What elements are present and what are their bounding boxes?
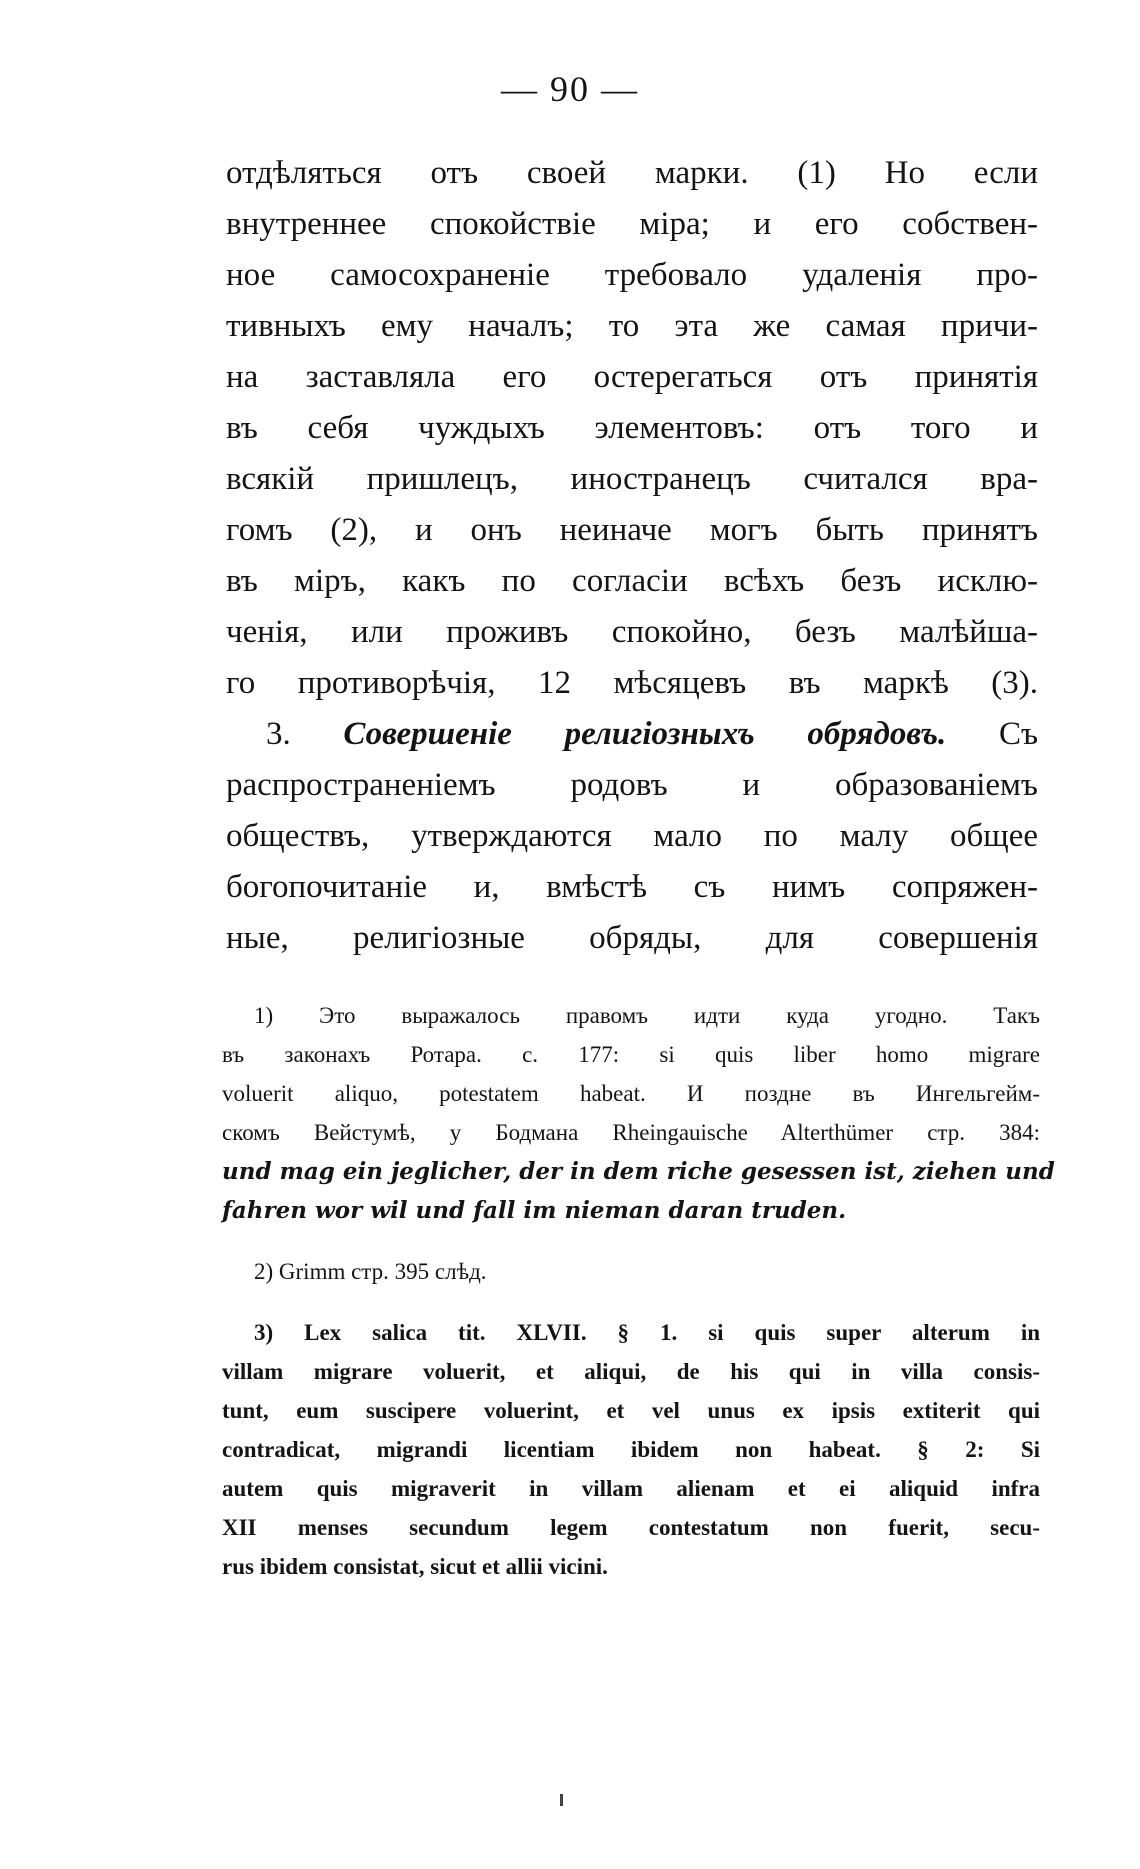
text-line: обществъ, утверждаются мало по малу общее <box>226 818 1038 854</box>
text-line: въ міръ, какъ по согласіи всѣхъ безъ исклю- <box>226 563 1038 599</box>
section-first-word: Съ <box>998 716 1039 752</box>
footnote-3-line: tunt, eum suscipere voluerint, et vel unus ex ipsis extiterit qui <box>222 1398 1040 1423</box>
text-line: го противорѣчія, 12 мѣсяцевъ въ маркѣ (3). <box>226 665 1038 701</box>
footnote-3-line: rus ibidem consistat, sicut et allii vicini. <box>222 1554 608 1579</box>
footnote-1-line: voluerit aliquo, potestatem habeat. И поздне въ Ингельгейм- <box>222 1081 1040 1106</box>
footnotes <box>222 996 1055 1586</box>
text-line: гомъ (2), и онъ неиначе могъ быть принятъ <box>226 512 1038 548</box>
footnote-2: 2) Grimm стр. 395 слѣд. <box>254 1259 487 1284</box>
page-number: — 90 — <box>501 69 639 109</box>
text-line: богопочитаніе и, вмѣстѣ съ нимъ сопряжен- <box>226 869 1038 905</box>
section-heading-line <box>226 709 1038 760</box>
text-line: въ себя чуждыхъ элементовъ: отъ того и <box>226 410 1038 446</box>
footnote-1-line: fahren wor wil und fall im nieman daran truden. <box>222 1197 847 1224</box>
footnote-1-line: 1) Это выражалось правомъ идти куда угодно. Такъ <box>254 1003 1040 1028</box>
footnote-spacer <box>222 1291 1040 1313</box>
section-title: Совершеніе религіозныхъ обрядовъ. <box>343 716 947 752</box>
footnote-3-line: autem quis migraverit in villam alienam et ei aliquid infra <box>222 1476 1040 1501</box>
text-line: ные, религіозные обряды, для совершенія <box>226 920 1038 956</box>
footnote-3-line: 3) Lex salica tit. XLVII. § 1. si quis super alterum in <box>254 1320 1040 1345</box>
text-line: отдѣляться отъ своей марки. (1) Но если <box>226 155 1038 191</box>
text-line: распространеніемъ родовъ и образованіемъ <box>226 767 1038 803</box>
ink-speck <box>560 1794 563 1806</box>
footnote-1-line: скомъ Вейстумѣ, у Бодмана Rheingauische Alterthümer стр. 384: <box>222 1120 1040 1145</box>
text-line: ное самосохраненіе требовало удаленія про- <box>226 257 1038 293</box>
footnote-3-line: contradicat, migrandi licentiam ibidem non habeat. § 2: Si <box>222 1437 1040 1462</box>
text-line: ченія, или проживъ спокойно, безъ малѣйша- <box>226 614 1038 650</box>
text-line: тивныхъ ему началъ; то эта же самая причи- <box>226 308 1038 344</box>
section-number: 3. <box>266 716 291 752</box>
footnote-3-line: XII menses secundum legem contestatum non fuerit, secu- <box>222 1515 1040 1540</box>
text-line: внутреннее спокойствіе міра; и его собствен- <box>226 206 1038 242</box>
footnote-1-line: und mag ein jeglicher, der in dem riche gesessen ist, ziehen und <box>222 1158 1055 1185</box>
footnote-spacer <box>222 1230 1040 1252</box>
text-line: всякій пришлецъ, иностранецъ считался вра- <box>226 461 1038 497</box>
footnote-1-line: въ законахъ Ротара. с. 177: si quis liber homo migrare <box>222 1042 1040 1067</box>
footnote-3-line: villam migrare voluerit, et aliqui, de his qui in villa consis- <box>222 1359 1040 1384</box>
text-line: на заставляла его остерегаться отъ принятія <box>226 359 1038 395</box>
main-text <box>226 148 1038 964</box>
